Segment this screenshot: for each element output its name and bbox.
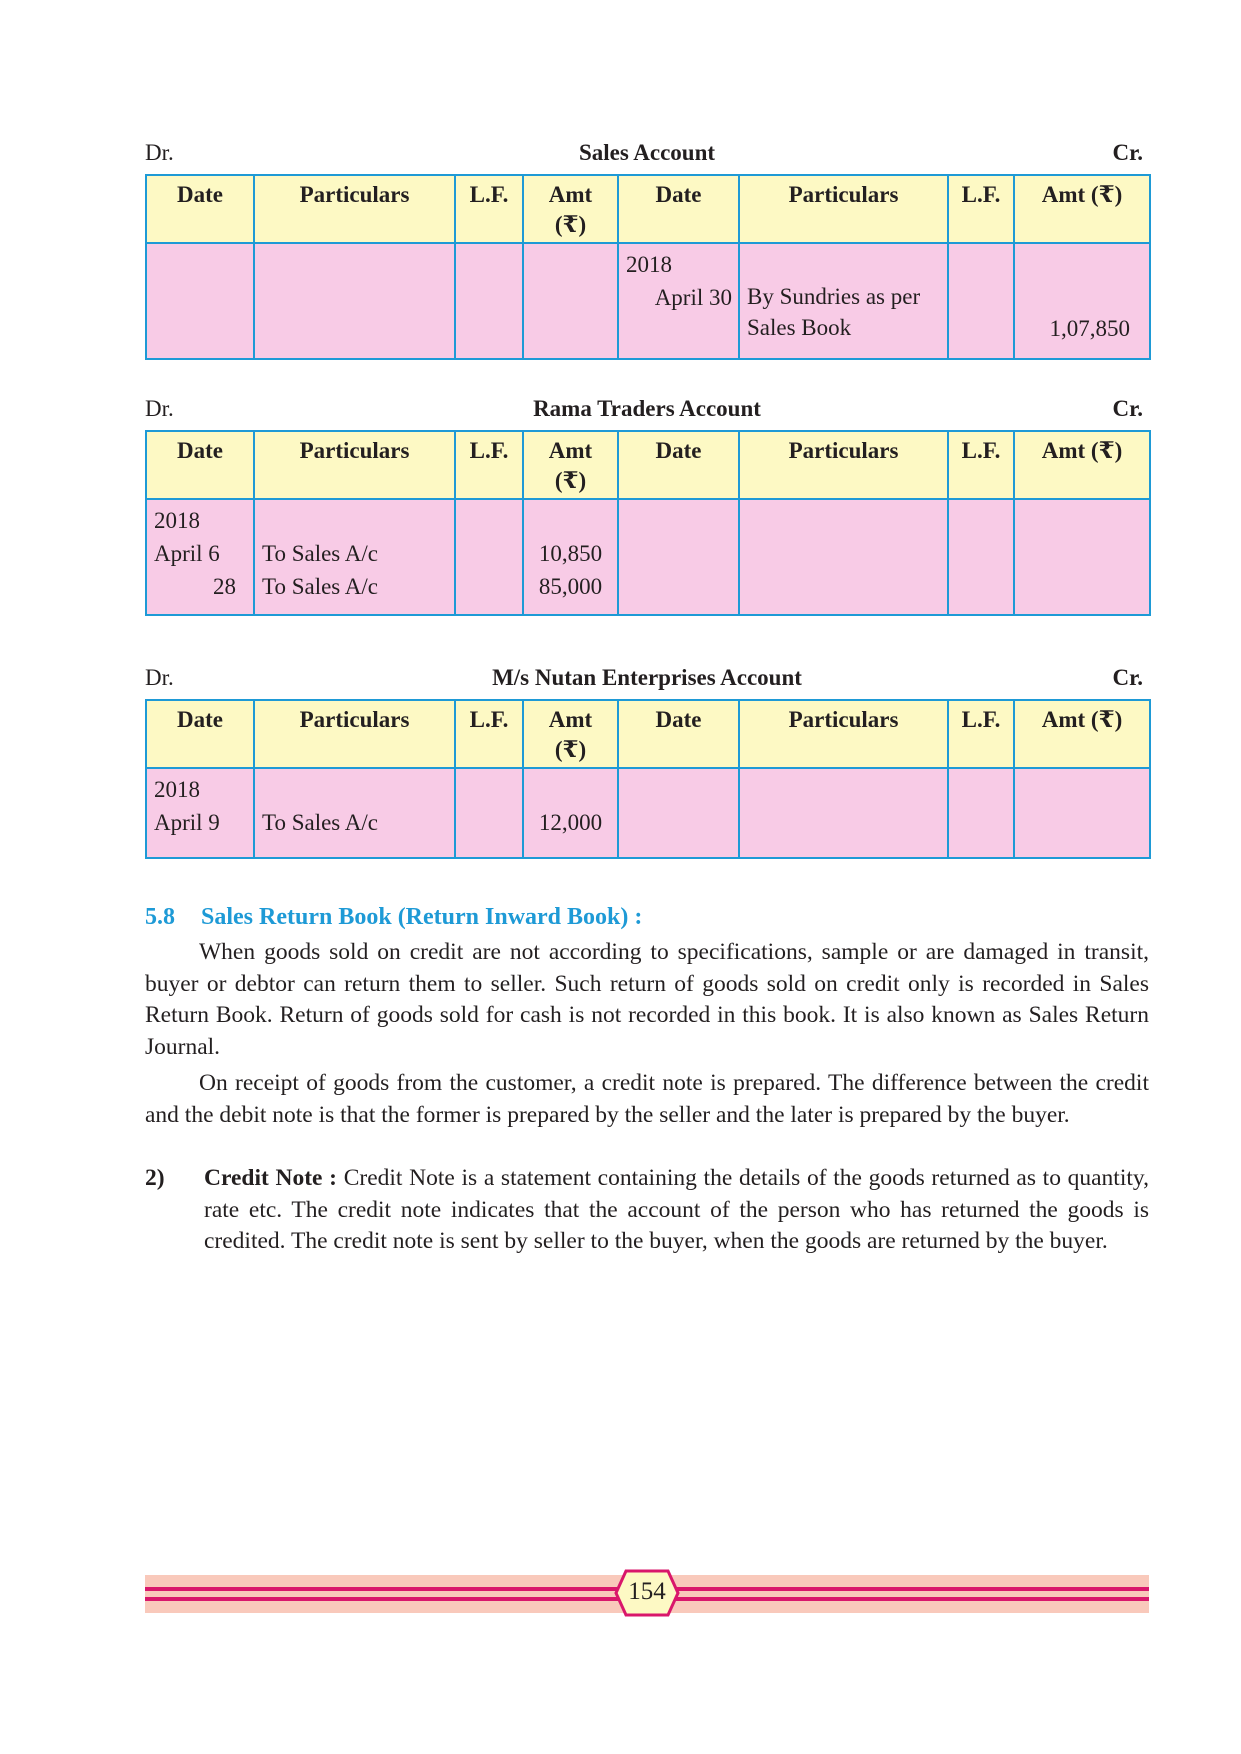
cr-particulars-cell: [739, 768, 948, 858]
cr-year: 2018: [626, 252, 672, 277]
header-particulars-cr: Particulars: [739, 175, 948, 243]
header-lf-cr: L.F.: [948, 700, 1014, 768]
table-row: [146, 768, 1150, 858]
header-lf-dr: L.F.: [455, 175, 523, 243]
section-heading: [145, 904, 642, 931]
spacer: [262, 773, 447, 806]
header-lf-cr: L.F.: [948, 175, 1014, 243]
dr-label: Dr.: [145, 665, 174, 690]
paragraph-text: When goods sold on credit are not according to specifications, sample or are damaged in transit, buyer or debtor can return them to seller. Such return of goods sold on credit only is recorded in Sales Return Book. Return of goods sold for cash is not recorded in this book. It is also known as Sales Return Journal.: [145, 939, 1149, 1060]
dr-lf-cell: [455, 243, 523, 359]
header-particulars-cr: Particulars: [739, 431, 948, 499]
dr-date: April 6: [154, 541, 220, 566]
ledger-title: M/s Nutan Enterprises Account: [492, 665, 802, 690]
cr-label: Cr.: [1112, 665, 1143, 690]
dr-particular: To Sales A/c: [262, 574, 378, 599]
list-item-body: [204, 1163, 1149, 1258]
cr-lf-cell: [948, 499, 1014, 615]
cr-particulars-cell: [739, 243, 948, 359]
header-lf-cr: L.F.: [948, 431, 1014, 499]
ledger-heading: [145, 396, 1149, 430]
header-amt-cr: Amt (₹): [1014, 175, 1150, 243]
header-amt-cr: Amt (₹): [1014, 700, 1150, 768]
dr-amount: 85,000: [538, 574, 603, 599]
cr-amt-cell: [1014, 243, 1150, 359]
dr-particular: To Sales A/c: [262, 541, 378, 566]
paragraph: [145, 1068, 1149, 1131]
paragraph: [145, 937, 1149, 1063]
cr-particulars-cell: [739, 499, 948, 615]
cr-label: Cr.: [1112, 140, 1143, 165]
ledger-table: [145, 699, 1151, 859]
dr-amt-cell: [523, 243, 618, 359]
dr-label: Dr.: [145, 396, 174, 421]
cr-lf-cell: [948, 243, 1014, 359]
ledger-header-row: [146, 431, 1150, 499]
header-amt-dr: Amt (₹): [523, 700, 618, 768]
dr-amount: 12,000: [538, 810, 603, 835]
cr-date-cell: [618, 243, 739, 359]
cr-amount: 1,07,850: [1049, 316, 1130, 341]
header-amt-dr: Amt (₹): [523, 175, 618, 243]
list-item-lead: Credit Note :: [204, 1165, 337, 1191]
dr-year: 2018: [154, 508, 200, 533]
header-date-dr: Date: [146, 700, 254, 768]
dr-particular: To Sales A/c: [262, 810, 378, 835]
dr-amt-cell: [523, 768, 618, 858]
header-particulars-dr: Particulars: [254, 431, 455, 499]
dr-date: April 9: [154, 810, 220, 835]
nutan-enterprises-account-ledger: [145, 665, 1149, 859]
dr-date: 28: [213, 574, 236, 599]
dr-lf-cell: [455, 499, 523, 615]
page-number-badge: [614, 1569, 680, 1617]
dr-particulars-cell: [254, 768, 455, 858]
header-date-cr: Date: [618, 175, 739, 243]
list-item-text: Credit Note is a statement containing the details of the goods returned as to quantity, rate etc. The credit note indicates that the account of the person who has returned the goods is credited. The credit note is sent by seller to the buyer, when the goods are returned by the buyer.: [204, 1165, 1149, 1254]
cr-label: Cr.: [1112, 396, 1143, 421]
ledger-heading: [145, 140, 1149, 174]
dr-particulars-cell: [254, 499, 455, 615]
dr-particulars-cell: [254, 243, 455, 359]
sales-account-ledger: [145, 140, 1149, 360]
cr-date-cell: [618, 499, 739, 615]
ledger-heading: [145, 665, 1149, 699]
ledger-title: Sales Account: [578, 140, 716, 165]
header-particulars-cr: Particulars: [739, 700, 948, 768]
spacer: [262, 504, 447, 537]
spacer: [531, 773, 610, 806]
header-date-cr: Date: [618, 431, 739, 499]
header-date-cr: Date: [618, 700, 739, 768]
page-number: 154: [628, 1578, 666, 1605]
header-date-dr: Date: [146, 431, 254, 499]
ledger-header-row: [146, 175, 1150, 243]
cr-date-cell: [618, 768, 739, 858]
dr-year: 2018: [154, 777, 200, 802]
dr-label: Dr.: [145, 140, 174, 165]
list-marker: 2): [145, 1165, 165, 1191]
ledger-table: [145, 430, 1151, 616]
dr-amt-cell: [523, 499, 618, 615]
ledger-table: [145, 174, 1151, 360]
spacer: [531, 504, 610, 537]
ledger-header-row: [146, 700, 1150, 768]
header-particulars-dr: Particulars: [254, 700, 455, 768]
section-number: 5.8: [145, 904, 175, 930]
cr-amt-cell: [1014, 768, 1150, 858]
cr-lf-cell: [948, 768, 1014, 858]
dr-date-cell: [146, 499, 254, 615]
header-amt-dr: Amt (₹): [523, 431, 618, 499]
header-lf-dr: L.F.: [455, 431, 523, 499]
section-title: Sales Return Book (Return Inward Book) :: [201, 904, 643, 930]
header-lf-dr: L.F.: [455, 700, 523, 768]
ledger-title: Rama Traders Account: [533, 396, 761, 421]
rama-traders-account-ledger: [145, 396, 1149, 616]
cr-particular: By Sundries as per Sales Book: [747, 284, 921, 340]
dr-date-cell: [146, 243, 254, 359]
header-particulars-dr: Particulars: [254, 175, 455, 243]
header-amt-cr: Amt (₹): [1014, 431, 1150, 499]
dr-date-cell: [146, 768, 254, 858]
dr-amount: 10,850: [538, 541, 603, 566]
list-item: [145, 1163, 1149, 1258]
dr-lf-cell: [455, 768, 523, 858]
table-row: [146, 243, 1150, 359]
paragraph-text: On receipt of goods from the customer, a credit note is prepared. The difference between the credit and the debit note is that the former is prepared by the seller and the later is prepared by the buyer.: [145, 1070, 1149, 1128]
header-date-dr: Date: [146, 175, 254, 243]
cr-amt-cell: [1014, 499, 1150, 615]
table-row: [146, 499, 1150, 615]
cr-date: April 30: [654, 285, 732, 310]
